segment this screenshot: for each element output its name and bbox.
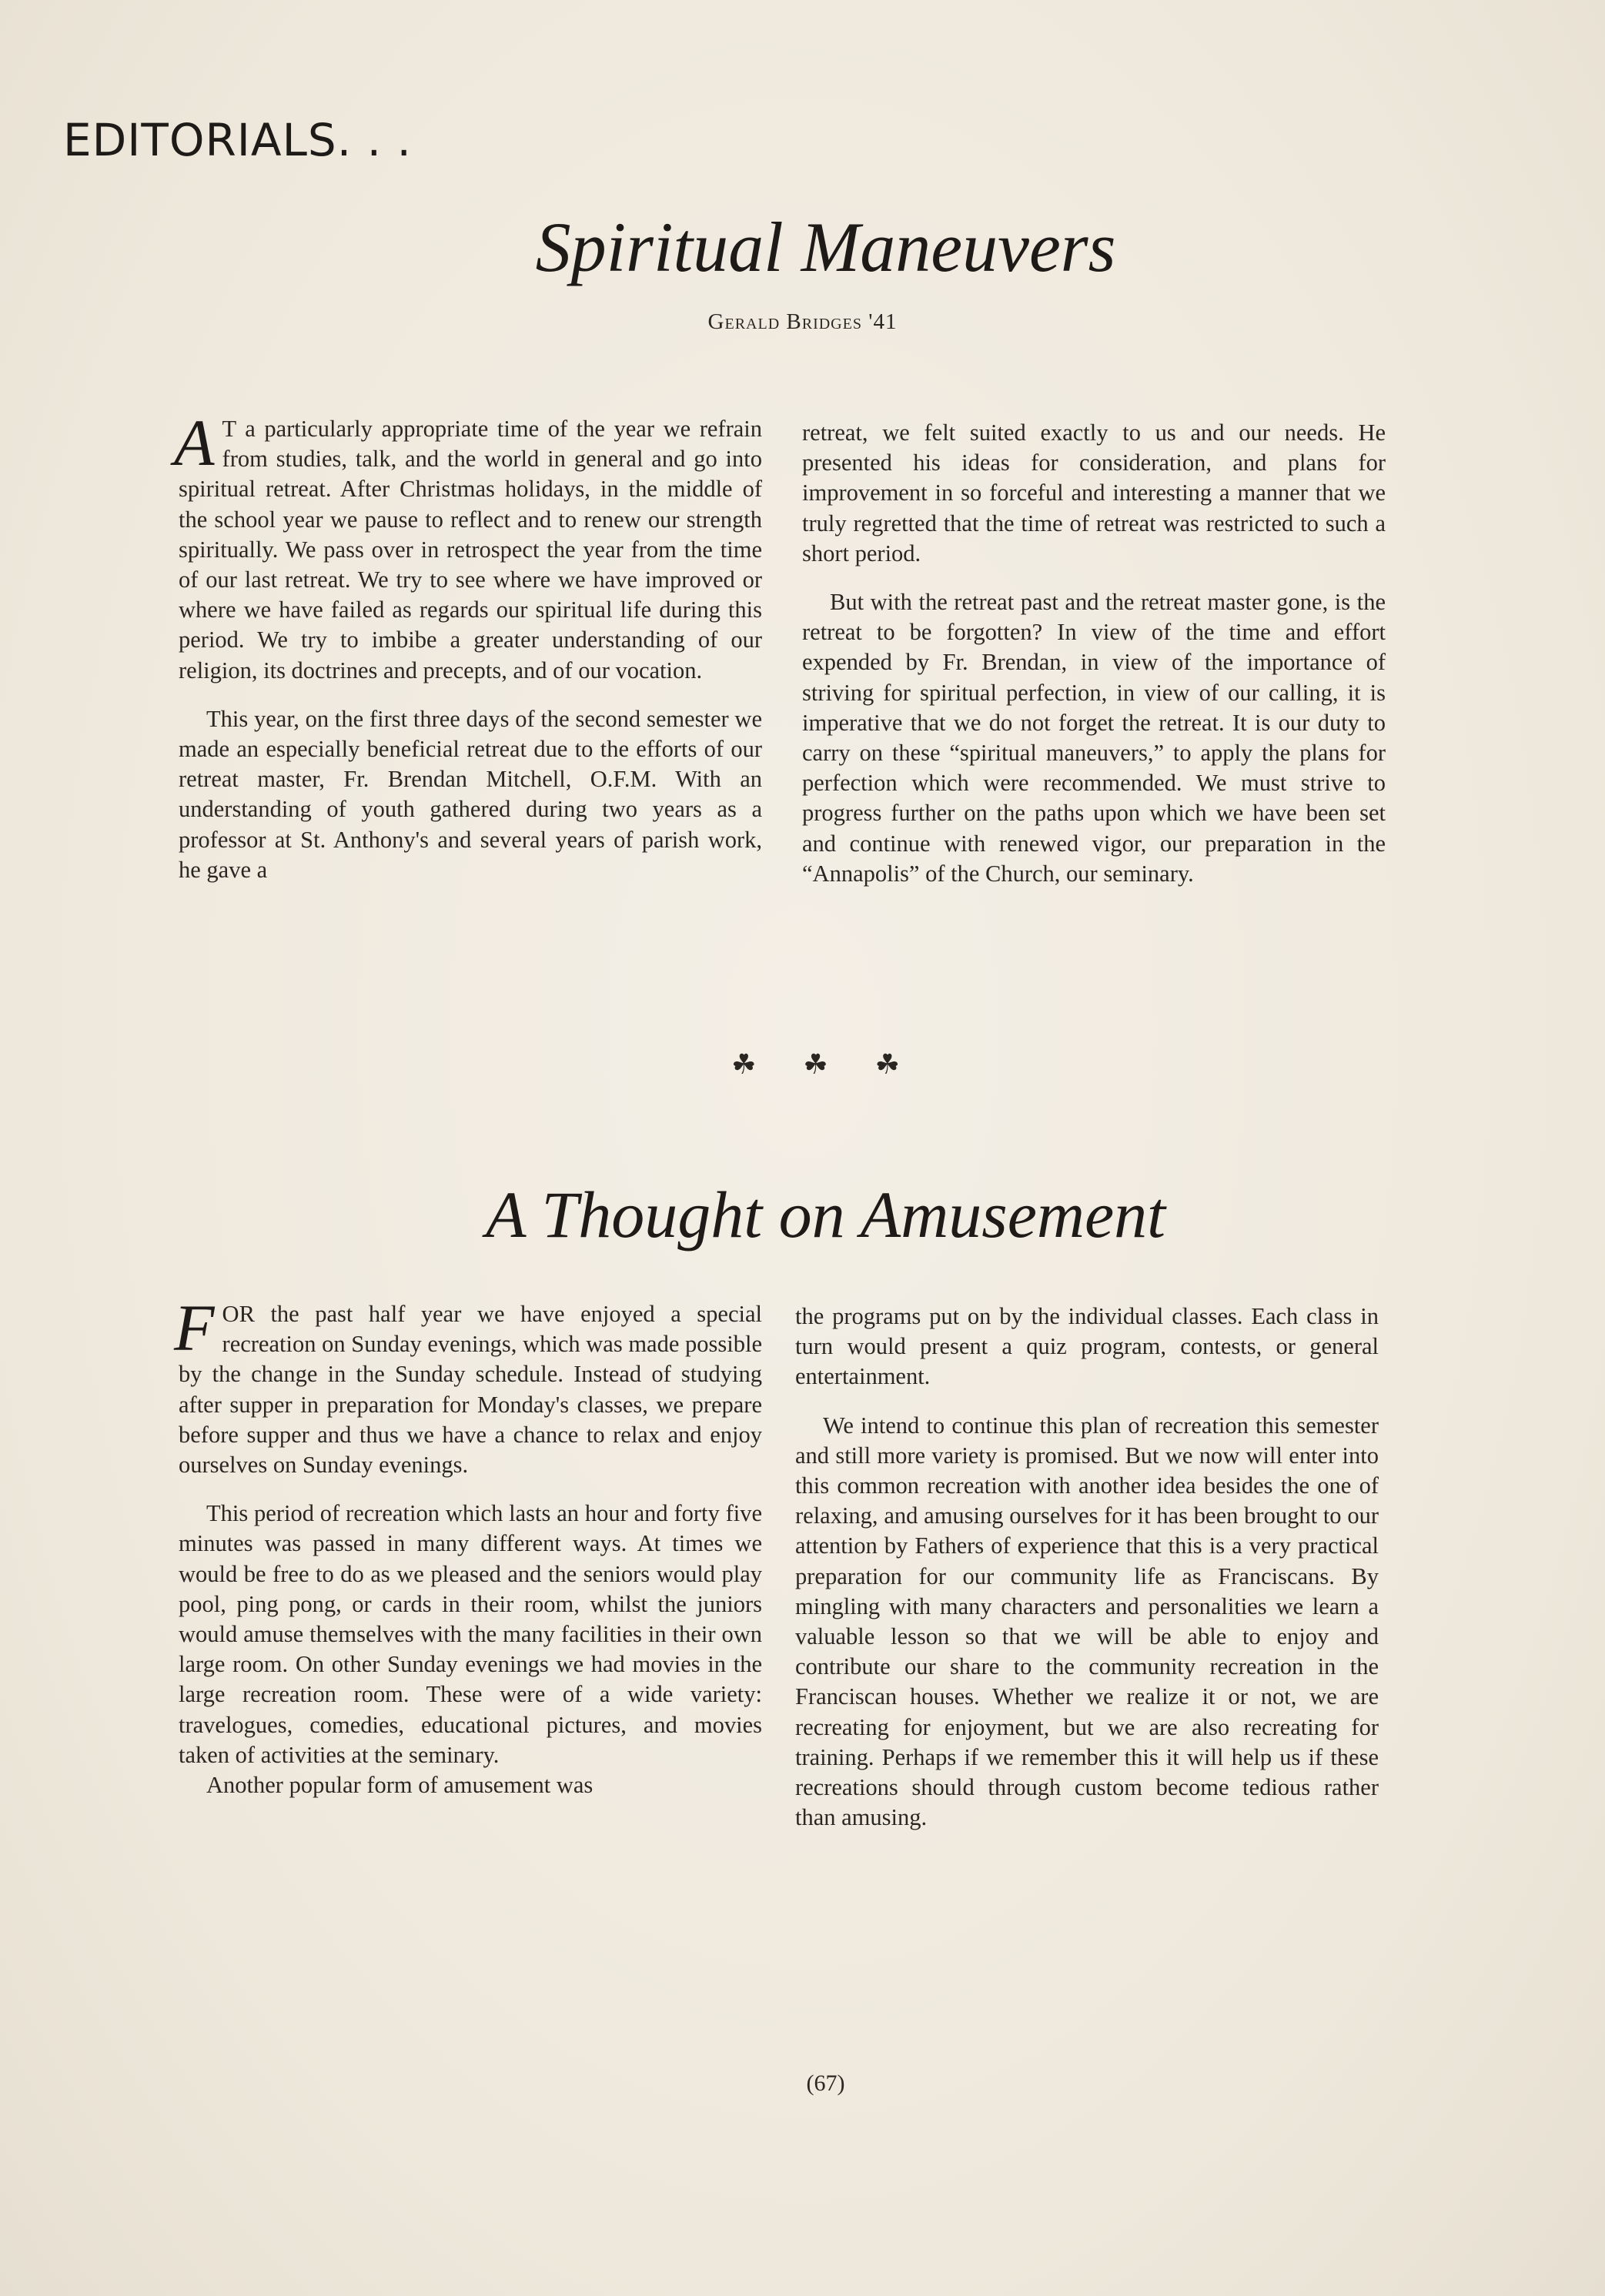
page-number: (67): [806, 2070, 845, 2096]
article2-paragraph-3: Another popular form of amusement was: [206, 1772, 594, 1799]
article1-paragraph-1: [174, 406, 762, 686]
article1-paragraph-2: This year, on the first three days of the second semester we made an especially beneficial retreat due to the efforts of our retreat master, Fr. Brendan Mitchell, O.F.M. With an understanding of youth gathered during two years as a professor at St. Anthony's and several years of parish work, he gave a: [179, 705, 762, 883]
drop-cap: F: [174, 1291, 215, 1365]
article1-left-column: [174, 406, 762, 904]
article2-right-column: [795, 1302, 1379, 1851]
drop-cap: A: [174, 406, 215, 480]
article2-left-column: [174, 1291, 762, 1819]
section-heading: EDITORIALS. . .: [63, 114, 412, 166]
article1-paragraph-3: retreat, we felt suited exactly to us and our needs. He presented his ideas for consideration, and plans for improvement in so forceful and interesting a manner that we truly regretted that the time of retreat was restricted to such a short period.: [802, 419, 1386, 566]
paragraph-text: OR the past half year we have enjoyed a special recreation on Sunday evenings, which was made possible by the change in the Sunday schedule. Instead of studying after supper in preparation for Monday's classes, we prepare before supper and thus we have a chance to relax and enjoy ourselves on Sunday evenings.: [179, 1301, 762, 1479]
article2-paragraph-5: We intend to continue this plan of recreation this semester and still more variety is promised. But we now will enter into this common recreation with another idea besides the one of relaxing, and amusing ourselves for it has been brought to our attention by Fathers of experience that this is a very practical preparation for our community life as Franciscans. By mingling with many characters and personalities we learn a valuable lesson so that we will be able to enjoy and contribute our share to the community recreation in the Franciscan houses. Whether we realize it or not, we are recreating for enjoyment, but we are also recreating for training. Perhaps if we remember this it will help us if these recreations should through custom become tedious rather than amusing.: [795, 1412, 1379, 1831]
article2-paragraph-2: This period of recreation which lasts an hour and forty five minutes was passed in many different ways. At times we would be free to do as we pleased and the seniors would play pool, ping pong, or cards in their room, whilst the juniors would amuse themselves with the many facilities in their own large room. On other Sunday evenings we had movies in the large recreation room. These were of a wide variety: travelogues, comedies, educational pictures, and movies taken of activities at the seminary.: [179, 1500, 762, 1768]
article-title-spiritual-maneuvers: Spiritual Maneuvers: [535, 208, 1116, 286]
article2-paragraph-1: [174, 1291, 762, 1480]
article-title-thought-on-amusement: A Thought on Amusement: [485, 1178, 1166, 1252]
ornament-divider: ☘ ☘ ☘: [731, 1049, 920, 1080]
article2-paragraph-4: the programs put on by the individual classes. Each class in turn would present a quiz program, contests, or general entertainment.: [795, 1303, 1379, 1390]
paragraph-text: T a particularly appropriate time of the year we refrain from studies, talk, and the world in general and go into spiritual retreat. After Christmas holidays, in the middle of the school year we pause to reflect and to renew our strength spiritually. We pass over in retrospect the year from the time of our last retreat. We try to see where we have improved or where we have failed as regards our spiritual life during this period. We try to imbibe a greater understanding of our religion, its doctrines and precepts, and of our vocation.: [179, 416, 762, 683]
byline: Gerald Bridges '41: [707, 309, 898, 334]
article1-paragraph-4: But with the retreat past and the retreat master gone, is the retreat to be forgotten? In view of the time and effort expended by Fr. Brendan, in view of the importance of striving for spiritual perfection, in view of our calling, it is imperative that we do not forget the retreat. It is our duty to carry on these “spiritual maneuvers,” to apply the plans for perfection which were recommended. We must strive to progress further on the paths upon which we have been set and continue with renewed vigor, our preparation in the “Annapolis” of the Church, our seminary.: [802, 589, 1386, 887]
article1-right-column: [802, 418, 1386, 907]
